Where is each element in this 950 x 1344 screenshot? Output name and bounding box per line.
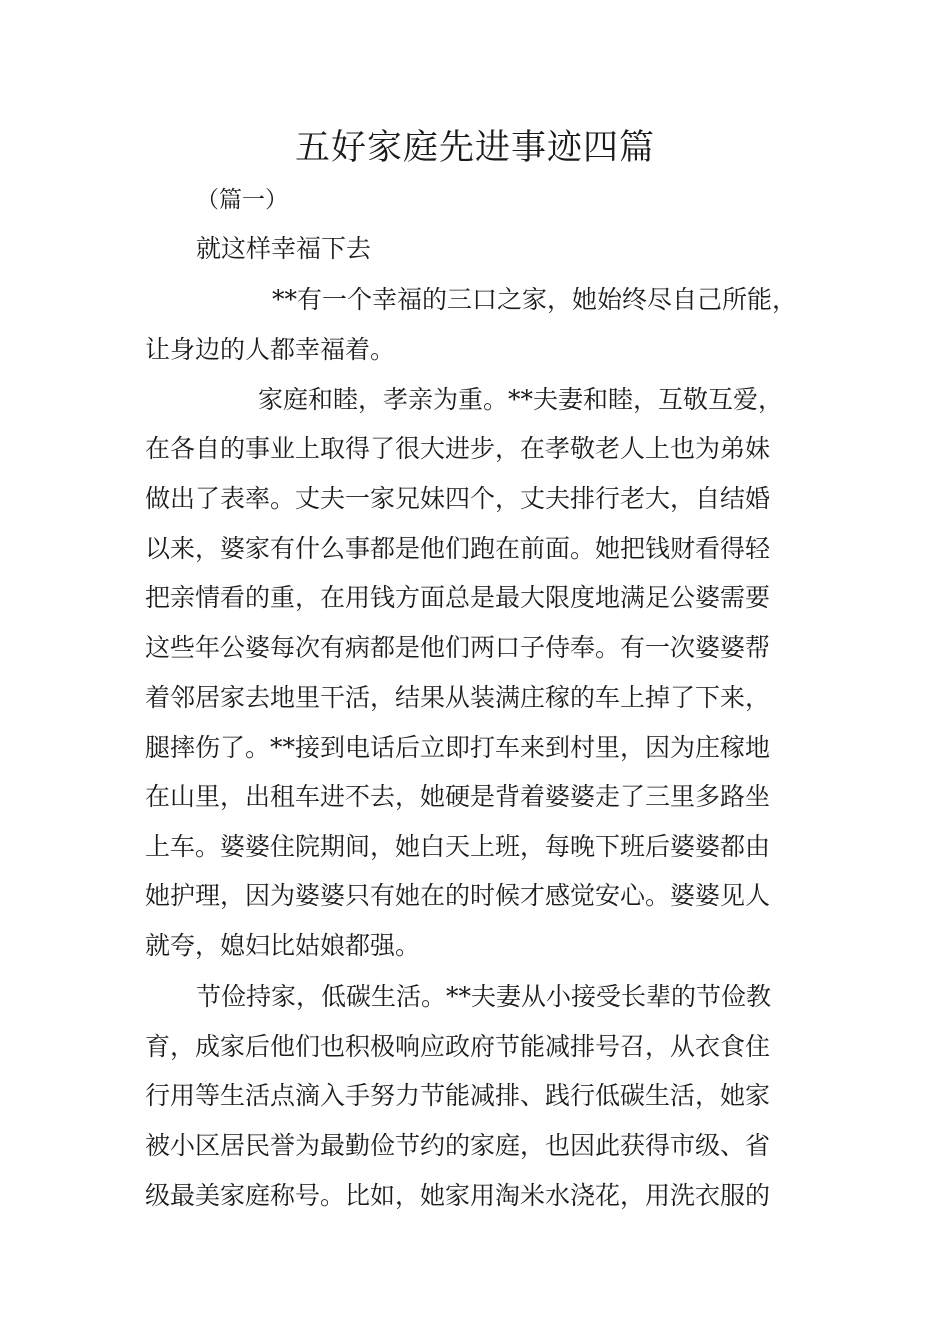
section-label: （篇一） xyxy=(196,187,288,213)
paragraph-line: 级最美家庭称号。比如，她家用淘米水浇花，用洗衣服的 xyxy=(145,1181,771,1210)
paragraph-line: 在各自的事业上取得了很大进步，在孝敬老人上也为弟妹 xyxy=(145,434,771,463)
paragraph-line: 育，成家后他们也积极响应政府节能减排号召，从衣食住 xyxy=(145,1032,771,1061)
document-title: 五好家庭先进事迹四篇 xyxy=(294,128,655,168)
paragraph-line: 家庭和睦，孝亲为重。**夫妻和睦，互敬互爱， xyxy=(258,385,784,414)
paragraph-line: **有一个幸福的三口之家，她始终尽自己所能， xyxy=(272,285,798,314)
paragraph-line: 在山里，出租车进不去，她硬是背着婆婆走了三里多路坐 xyxy=(145,782,771,811)
paragraph-line: 把亲情看的重，在用钱方面总是最大限度地满足公婆需要 xyxy=(145,583,771,612)
paragraph-line: 被小区居民誉为最勤俭节约的家庭，也因此获得市级、省 xyxy=(145,1131,771,1160)
paragraph-line: 这些年公婆每次有病都是他们两口子侍奉。有一次婆婆帮 xyxy=(145,633,771,662)
paragraph-line: 做出了表率。丈夫一家兄妹四个，丈夫排行老大，自结婚 xyxy=(145,484,771,513)
paragraph-line: 就夸，媳妇比姑娘都强。 xyxy=(145,931,421,960)
paragraph-line: 以来，婆家有什么事都是他们跑在前面。她把钱财看得轻 xyxy=(145,534,771,563)
article-subtitle: 就这样幸福下去 xyxy=(196,234,372,263)
paragraph-line: 节俭持家，低碳生活。**夫妻从小接受长辈的节俭教 xyxy=(196,982,772,1011)
paragraph-line: 她护理，因为婆婆只有她在的时候才感觉安心。婆婆见人 xyxy=(145,881,771,910)
paragraph-line: 行用等生活点滴入手努力节能减排、践行低碳生活，她家 xyxy=(145,1081,771,1110)
paragraph-line: 腿摔伤了。**接到电话后立即打车来到村里，因为庄稼地 xyxy=(145,733,771,762)
paragraph-line: 让身边的人都幸福着。 xyxy=(145,335,396,364)
paragraph-line: 着邻居家去地里干活，结果从装满庄稼的车上掉了下来， xyxy=(145,683,771,712)
paragraph-line: 上车。婆婆住院期间，她白天上班，每晚下班后婆婆都由 xyxy=(145,832,771,861)
